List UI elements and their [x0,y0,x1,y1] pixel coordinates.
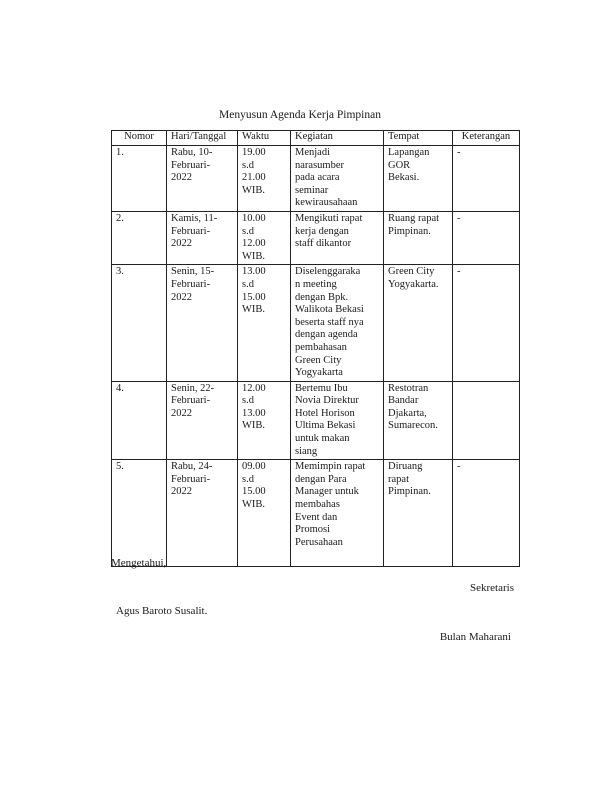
cell-line: Restotran [388,382,429,394]
cell-line: Djakarta, [388,407,427,419]
cell-line: s.d [242,159,254,171]
cell-line: Walikota Bekasi [295,304,364,316]
cell-line: WIB. [242,304,266,316]
cell-line: Februari- [171,395,211,407]
cell-kegiatan [291,211,384,264]
cell-line: Februari- [171,159,211,171]
cell-line: Ruang rapat [388,212,440,224]
cell-line: Bekasi. [388,172,420,184]
header-waktu: Waktu [238,131,291,146]
cell-line: dengan Para [295,473,347,485]
table-row [112,211,520,264]
cell-line: Kamis, 11- [171,212,218,224]
cell-hari [167,381,238,460]
header-keterangan: Keterangan [453,131,520,146]
cell-line: WIB. [242,499,266,511]
table-row [112,381,520,460]
cell-line: 13.00 [242,266,266,278]
cell-keterangan: - [453,460,520,567]
cell-line: s.d [242,395,254,407]
cell-line: Bandar [388,395,419,407]
cell-kegiatan [291,381,384,460]
table-row [112,265,520,381]
cell-line: staff dikantor [295,238,352,250]
cell-line: Manager untuk [295,486,359,498]
cell-line: 2022 [171,238,192,250]
cell-line: beserta staff nya [295,316,364,328]
cell-line: Februari- [171,278,211,290]
cell-nomor: 4. [112,381,167,460]
cell-line: s.d [242,473,254,485]
cell-line: 2022 [171,291,192,303]
cell-line: s.d [242,278,254,290]
cell-waktu [238,211,291,264]
header-tempat: Tempat [384,131,453,146]
mengetahui-label: Mengetahui, [111,557,167,569]
cell-line: Ultima Bekasi [295,420,356,432]
cell-waktu [238,381,291,460]
cell-line: Event dan [295,511,338,523]
cell-hari [167,265,238,381]
cell-line: n meeting [295,278,337,290]
cell-line: 13.00 [242,407,266,419]
cell-line: Diselenggaraka [295,266,361,278]
cell-line: 10.00 [242,212,266,224]
cell-line: Mengikuti rapat [295,212,363,224]
cell-line: Memimpin rapat [295,461,366,473]
cell-hari [167,211,238,264]
cell-line: siang [295,445,318,457]
cell-line: WIB. [242,250,266,262]
cell-tempat [384,211,453,264]
table-row [112,460,520,567]
cell-line: 2022 [171,407,192,419]
sekretaris-label: Sekretaris [470,582,514,594]
cell-line: Senin, 22- [171,382,215,394]
cell-line: WIB. [242,184,266,196]
cell-line: Bertemu Ibu [295,382,348,394]
cell-keterangan: - [453,146,520,212]
cell-nomor: 2. [112,211,167,264]
cell-line: Lapangan [388,147,430,158]
cell-line: rapat [388,473,409,485]
cell-line: dengan agenda [295,329,358,341]
cell-line: Senin, 15- [171,266,215,278]
cell-line: 12.00 [242,238,266,250]
cell-waktu [238,146,291,212]
cell-line: 21.00 [242,172,266,184]
cell-line: Sumarecon. [388,420,438,432]
cell-keterangan [453,381,520,460]
cell-line: GOR [388,159,411,171]
cell-waktu [238,265,291,381]
cell-line: pembahasan [295,341,347,353]
cell-kegiatan [291,265,384,381]
cell-line: Green City [388,266,435,278]
cell-line: Menjadi [295,147,330,158]
cell-line: Februari- [171,225,211,237]
cell-keterangan: - [453,211,520,264]
cell-line: Hotel Horison [295,407,355,419]
cell-hari [167,460,238,567]
cell-line: 12.00 [242,382,266,394]
header-nomor: Nomor [112,131,167,146]
cell-keterangan: - [453,265,520,381]
cell-line: Februari- [171,473,211,485]
cell-kegiatan [291,146,384,212]
cell-nomor: 3. [112,265,167,381]
cell-line: Green City [295,354,342,366]
cell-line: membahas [295,499,340,511]
cell-tempat [384,381,453,460]
cell-line: WIB. [242,420,266,432]
cell-line: narasumber [295,159,344,171]
document-title: Menyusun Agenda Kerja Pimpinan [219,109,381,121]
cell-line: kerja dengan [295,225,349,237]
signer-left-name: Agus Baroto Susalit. [116,605,208,617]
cell-line: 15.00 [242,486,266,498]
cell-tempat [384,265,453,381]
cell-line: untuk makan [295,433,350,445]
cell-line: Rabu, 24- [171,461,213,473]
cell-tempat [384,460,453,567]
header-hari-tanggal: Hari/Tanggal [167,131,238,146]
cell-hari [167,146,238,212]
table-row [112,146,520,212]
cell-line: 09.00 [242,461,266,473]
cell-line: Yogyakarta [295,367,343,379]
cell-line: 19.00 [242,147,266,158]
cell-line: Rabu, 10- [171,147,213,158]
cell-line: s.d [242,225,254,237]
signer-right-name: Bulan Maharani [439,631,511,643]
cell-line: seminar [295,184,329,196]
cell-line: Diruang [388,461,423,473]
cell-line: Novia Direktur [295,395,359,407]
cell-line: dengan Bpk. [295,291,349,303]
agenda-table [111,130,520,567]
cell-line: Pimpinan. [388,486,431,498]
cell-line: 2022 [171,486,192,498]
cell-line: 15.00 [242,291,266,303]
cell-line: 2022 [171,172,192,184]
cell-line: Yogyakarta. [388,278,439,290]
cell-waktu [238,460,291,567]
cell-nomor: 1. [112,146,167,212]
cell-tempat [384,146,453,212]
table-header-row [112,131,520,146]
cell-nomor: 5. [112,460,167,567]
cell-line: Perusahaan [295,536,343,548]
cell-line: kewirausahaan [295,197,358,209]
cell-line: pada acara [295,172,340,184]
cell-line: Pimpinan. [388,225,431,237]
header-kegiatan: Kegiatan [291,131,384,146]
cell-line: Promosi [295,524,331,536]
cell-kegiatan [291,460,384,567]
